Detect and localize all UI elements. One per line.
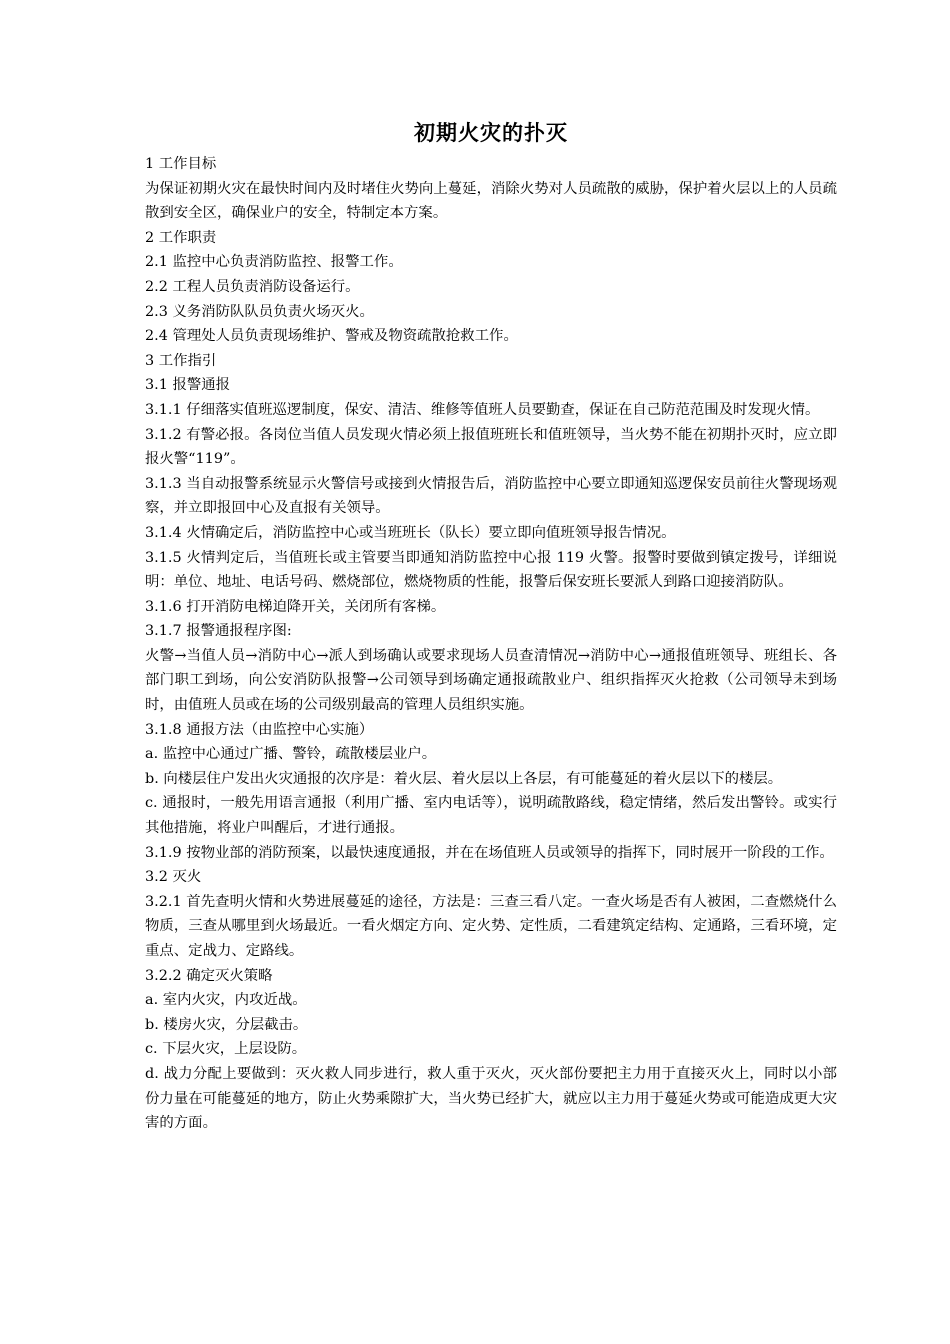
paragraph: 3.1.7 报警通报程序图: [145, 623, 292, 640]
paragraph: 3.1 报警通报 [145, 377, 231, 394]
paragraph: 3.1.8 通报方法（由监控中心实施） [145, 721, 374, 738]
paragraph: 1 工作目标 [145, 156, 217, 172]
paragraph: 为保证初期火灾在最快时间内及时堵住火势向上蔓延，消除火势对人员疏散的威胁，保护着火层以上的人员疏散到安全区，确保业户的安全，特制定本方案。 [145, 180, 837, 222]
paragraph: 2.2 工程人员负责消防设备运行。 [145, 278, 360, 295]
paragraph: d. 战力分配上要做到：灭火救人同步进行，救人重于灭火，灭火部份要把主力用于直接灭火上，同时以小部份力量在可能蔓延的地方，防止火势乘隙扩大，当火势已经扩大，就应以主力用于蔓延火势或可能造成更大灾害的方面。 [145, 1065, 837, 1132]
paragraph: 3.2.2 确定灭火策略 [145, 967, 273, 984]
paragraph: 3.2 灭火 [145, 869, 202, 886]
document-body [145, 152, 837, 1136]
paragraph: 3.1.5 火情判定后，当值班长或主管要当即通知消防监控中心报 119 火警。报警时要做到镇定拨号，详细说明：单位、地址、电话号码、燃烧部位，燃烧物质的性能，报警后保安班长要派人到路口迎接消防队。 [145, 549, 837, 591]
paragraph: 3 工作指引 [145, 352, 217, 369]
paragraph: c. 通报时，一般先用语言通报（利用广播、室内电话等），说明疏散路线，稳定情绪，然后发出警铃。或实行其他措施，将业户叫醒后，才进行通报。 [145, 795, 837, 837]
paragraph: 2.3 义务消防队队员负责火场灭火。 [145, 303, 374, 320]
paragraph: 2.1 监控中心负责消防监控、报警工作。 [145, 254, 403, 271]
paragraph: 3.1.1 仔细落实值班巡逻制度，保安、清洁、维修等值班人员要勤查，保证在自己防范范围及时发现火情。 [145, 401, 820, 418]
paragraph: 2.4 管理处人员负责现场维护、警戒及物资疏散抢救工作。 [145, 328, 518, 345]
paragraph: c. 下层火灾，上层设防。 [145, 1041, 307, 1058]
paragraph: 2 工作职责 [145, 229, 217, 246]
paragraph: 3.1.9 按物业部的消防预案，以最快速度通报，并在在场值班人员或领导的指挥下，同时展开一阶段的工作。 [145, 844, 834, 861]
paragraph: 3.1.2 有警必报。各岗位当值人员发现火情必须上报值班班长和值班领导，当火势不能在初期扑灭时，应立即报火警“119”。 [145, 426, 837, 468]
paragraph: 3.1.4 火情确定后，消防监控中心或当班班长（队长）要立即向值班领导报告情况。 [145, 524, 676, 541]
paragraph: a. 室内火灾，内攻近战。 [145, 992, 307, 1009]
paragraph: 火警→当值人员→消防中心→派人到场确认或要求现场人员查清情况→消防中心→通报值班领导、班组长、各部门职工到场，向公安消防队报警→公司领导到场确定通报疏散业户、组织指挥灭火抢救（公司领导未到场时，由值班人员或在场的公司级别最高的管理人员组织实施。 [145, 647, 837, 714]
document-page [145, 118, 837, 1136]
paragraph: a. 监控中心通过广播、警铃，疏散楼层业户。 [145, 746, 437, 763]
paragraph: 3.2.1 首先查明火情和火势进展蔓延的途径，方法是：三查三看八定。一查火场是否有人被困，二查燃烧什么物质，三查从哪里到火场最近。一看火烟定方向、定火势、定性质，二看建筑定结构、定通路，三看环境，定重点、定战力、定路线。 [145, 893, 837, 959]
paragraph: 3.1.6 打开消防电梯迫降开关，关闭所有客梯。 [145, 598, 446, 615]
paragraph: b. 向楼层住户发出火灾通报的次序是：着火层、着火层以上各层，有可能蔓延的着火层以下的楼层。 [145, 770, 783, 787]
paragraph: b. 楼房火灾，分层截击。 [145, 1016, 308, 1033]
document-title: 初期火灾的扑灭 [414, 120, 568, 145]
paragraph: 3.1.3 当自动报警系统显示火警信号或接到火情报告后，消防监控中心要立即通知巡逻保安员前往火警现场观察，并立即报回中心及直报有关领导。 [145, 475, 837, 517]
